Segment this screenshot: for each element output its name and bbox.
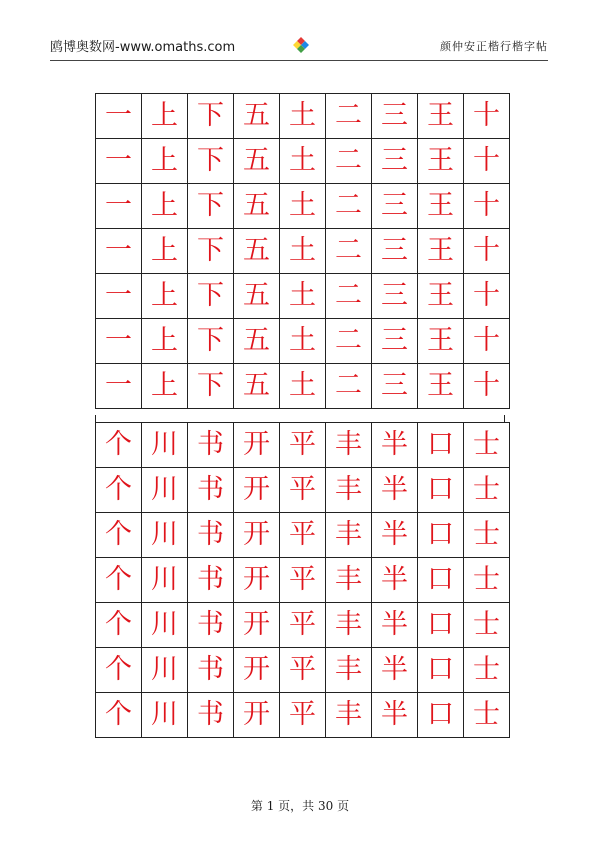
practice-cell: 三 <box>372 229 418 274</box>
header-divider <box>50 60 548 61</box>
practice-cell: 下 <box>188 229 234 274</box>
practice-cell: 半 <box>372 693 418 738</box>
practice-row <box>96 319 510 364</box>
practice-cell: 土 <box>280 319 326 364</box>
practice-cell: 三 <box>372 319 418 364</box>
block-separator <box>95 415 505 422</box>
practice-cell: 五 <box>234 274 280 319</box>
practice-row <box>96 693 510 738</box>
page-number: 第 1 页，共 30 页 <box>250 799 350 813</box>
practice-cell: 下 <box>188 274 234 319</box>
practice-cell: 川 <box>142 558 188 603</box>
practice-cell: 半 <box>372 558 418 603</box>
practice-cell: 丰 <box>326 468 372 513</box>
practice-cell: 士 <box>464 513 510 558</box>
practice-cell: 平 <box>280 648 326 693</box>
practice-cell: 一 <box>96 139 142 184</box>
practice-cell: 二 <box>326 319 372 364</box>
practice-cell: 一 <box>96 184 142 229</box>
practice-cell: 王 <box>418 319 464 364</box>
practice-row <box>96 139 510 184</box>
practice-cell: 丰 <box>326 603 372 648</box>
practice-cell: 开 <box>234 693 280 738</box>
practice-cell: 上 <box>142 94 188 139</box>
practice-cell: 一 <box>96 319 142 364</box>
practice-cell: 书 <box>188 513 234 558</box>
practice-cell: 个 <box>96 558 142 603</box>
practice-cell: 书 <box>188 648 234 693</box>
practice-row <box>96 558 510 603</box>
practice-cell: 平 <box>280 423 326 468</box>
practice-cell: 二 <box>326 94 372 139</box>
practice-row <box>96 94 510 139</box>
practice-cell: 上 <box>142 139 188 184</box>
practice-cell: 上 <box>142 184 188 229</box>
site-title: 鸥博奥数网-www.omaths.com <box>50 40 236 55</box>
practice-grid-block-1 <box>95 93 510 409</box>
practice-cell: 半 <box>372 603 418 648</box>
practice-cell: 王 <box>418 364 464 409</box>
practice-sheet <box>95 93 505 753</box>
practice-cell: 二 <box>326 229 372 274</box>
practice-cell: 三 <box>372 94 418 139</box>
practice-cell: 下 <box>188 94 234 139</box>
practice-cell: 下 <box>188 364 234 409</box>
practice-cell: 十 <box>464 184 510 229</box>
practice-cell: 上 <box>142 274 188 319</box>
practice-cell: 口 <box>418 468 464 513</box>
practice-cell: 平 <box>280 693 326 738</box>
practice-cell: 十 <box>464 319 510 364</box>
practice-cell: 王 <box>418 274 464 319</box>
practice-cell: 十 <box>464 274 510 319</box>
practice-cell: 五 <box>234 94 280 139</box>
practice-row <box>96 468 510 513</box>
practice-row <box>96 274 510 319</box>
practice-cell: 个 <box>96 468 142 513</box>
practice-cell: 开 <box>234 513 280 558</box>
practice-cell: 五 <box>234 319 280 364</box>
practice-cell: 一 <box>96 364 142 409</box>
practice-cell: 口 <box>418 513 464 558</box>
practice-cell: 个 <box>96 693 142 738</box>
practice-cell: 王 <box>418 229 464 274</box>
page-header <box>50 36 548 58</box>
practice-cell: 五 <box>234 139 280 184</box>
practice-cell: 个 <box>96 423 142 468</box>
practice-cell: 王 <box>418 184 464 229</box>
practice-row <box>96 423 510 468</box>
practice-cell: 二 <box>326 274 372 319</box>
practice-cell: 个 <box>96 603 142 648</box>
practice-cell: 开 <box>234 468 280 513</box>
practice-cell: 上 <box>142 364 188 409</box>
practice-cell: 书 <box>188 423 234 468</box>
practice-cell: 五 <box>234 184 280 229</box>
practice-cell: 开 <box>234 558 280 603</box>
practice-cell: 丰 <box>326 558 372 603</box>
practice-cell: 一 <box>96 274 142 319</box>
practice-cell: 下 <box>188 139 234 184</box>
practice-cell: 王 <box>418 94 464 139</box>
practice-cell: 土 <box>280 94 326 139</box>
practice-cell: 一 <box>96 94 142 139</box>
practice-cell: 一 <box>96 229 142 274</box>
practice-cell: 士 <box>464 603 510 648</box>
practice-cell: 士 <box>464 468 510 513</box>
copybook-title: 颜仲安正楷行楷字帖 <box>440 40 548 53</box>
practice-cell: 十 <box>464 364 510 409</box>
practice-cell: 书 <box>188 468 234 513</box>
practice-grid-block-2 <box>95 422 510 738</box>
practice-cell: 口 <box>418 423 464 468</box>
practice-cell: 平 <box>280 603 326 648</box>
practice-row <box>96 648 510 693</box>
practice-cell: 三 <box>372 364 418 409</box>
practice-cell: 书 <box>188 558 234 603</box>
practice-cell: 丰 <box>326 648 372 693</box>
practice-cell: 上 <box>142 319 188 364</box>
practice-cell: 川 <box>142 693 188 738</box>
practice-row <box>96 364 510 409</box>
practice-cell: 土 <box>280 184 326 229</box>
practice-cell: 二 <box>326 184 372 229</box>
practice-row <box>96 513 510 558</box>
practice-cell: 个 <box>96 513 142 558</box>
practice-cell: 士 <box>464 648 510 693</box>
omaths-logo-icon <box>292 37 310 53</box>
practice-cell: 十 <box>464 94 510 139</box>
practice-cell: 半 <box>372 468 418 513</box>
practice-cell: 二 <box>326 364 372 409</box>
practice-cell: 开 <box>234 603 280 648</box>
practice-cell: 平 <box>280 513 326 558</box>
practice-cell: 书 <box>188 693 234 738</box>
practice-cell: 开 <box>234 423 280 468</box>
practice-cell: 平 <box>280 468 326 513</box>
practice-cell: 川 <box>142 648 188 693</box>
practice-cell: 半 <box>372 648 418 693</box>
practice-cell: 半 <box>372 423 418 468</box>
practice-cell: 开 <box>234 648 280 693</box>
practice-cell: 三 <box>372 139 418 184</box>
practice-cell: 土 <box>280 139 326 184</box>
practice-cell: 下 <box>188 319 234 364</box>
practice-cell: 书 <box>188 603 234 648</box>
practice-cell: 个 <box>96 648 142 693</box>
practice-cell: 三 <box>372 274 418 319</box>
practice-cell: 土 <box>280 229 326 274</box>
practice-cell: 十 <box>464 229 510 274</box>
practice-cell: 士 <box>464 423 510 468</box>
practice-cell: 平 <box>280 558 326 603</box>
practice-cell: 丰 <box>326 423 372 468</box>
practice-cell: 王 <box>418 139 464 184</box>
practice-cell: 川 <box>142 603 188 648</box>
practice-cell: 口 <box>418 648 464 693</box>
practice-cell: 下 <box>188 184 234 229</box>
practice-cell: 半 <box>372 513 418 558</box>
practice-cell: 口 <box>418 603 464 648</box>
practice-cell: 土 <box>280 364 326 409</box>
practice-cell: 上 <box>142 229 188 274</box>
practice-cell: 五 <box>234 364 280 409</box>
practice-cell: 三 <box>372 184 418 229</box>
practice-cell: 二 <box>326 139 372 184</box>
practice-cell: 士 <box>464 693 510 738</box>
practice-row <box>96 184 510 229</box>
practice-cell: 口 <box>418 693 464 738</box>
practice-cell: 川 <box>142 513 188 558</box>
practice-cell: 士 <box>464 558 510 603</box>
practice-cell: 五 <box>234 229 280 274</box>
practice-cell: 丰 <box>326 693 372 738</box>
practice-cell: 川 <box>142 468 188 513</box>
practice-cell: 土 <box>280 274 326 319</box>
practice-cell: 口 <box>418 558 464 603</box>
practice-row <box>96 603 510 648</box>
practice-cell: 丰 <box>326 513 372 558</box>
practice-cell: 川 <box>142 423 188 468</box>
practice-row <box>96 229 510 274</box>
practice-cell: 十 <box>464 139 510 184</box>
